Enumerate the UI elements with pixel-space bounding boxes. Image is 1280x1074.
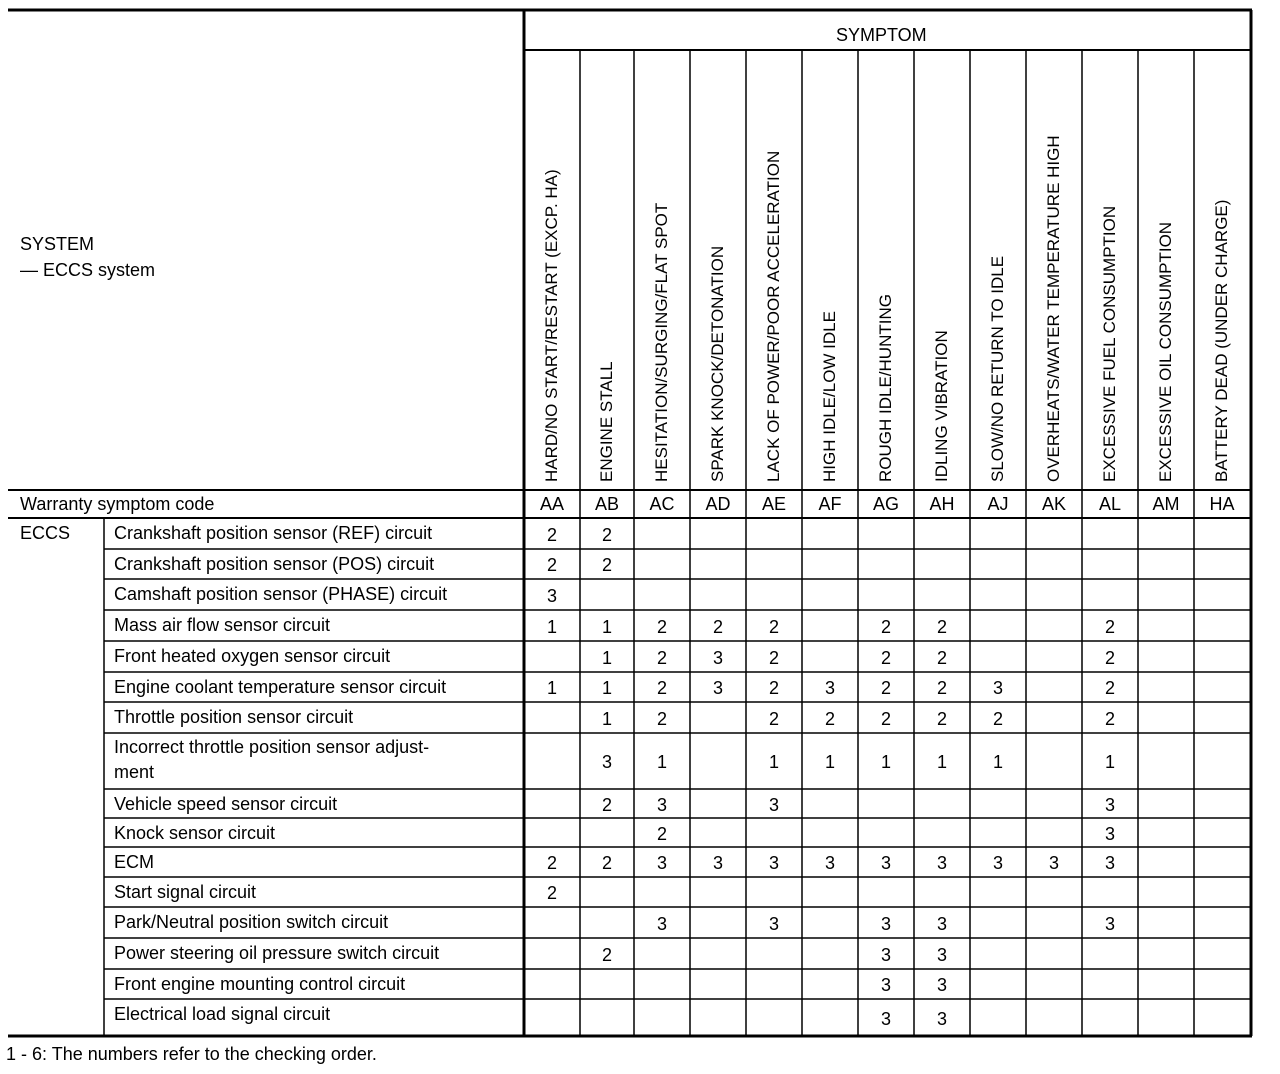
check-order-value: 3	[880, 975, 891, 995]
symptom-heading-6: HIGH IDLE/LOW IDLE	[820, 311, 839, 482]
check-order-value: 2	[992, 708, 1003, 729]
check-order-value: 3	[768, 794, 779, 815]
check-order-value: 2	[601, 944, 612, 965]
check-order-value: 3	[936, 913, 947, 934]
symptom-heading-10: OVERHEATS/WATER TEMPERATURE HIGH	[1044, 135, 1063, 482]
system-label: SYSTEM	[20, 234, 95, 254]
footnote: 1 - 6: The numbers refer to the checking order.	[6, 1044, 377, 1064]
check-order-value: 3	[656, 853, 667, 873]
check-order-value: 2	[712, 616, 723, 637]
symptom-heading-1: HARD/NO START/RESTART (EXCP. HA)	[542, 169, 561, 482]
check-order-value: 1	[601, 678, 612, 698]
row-label: Crankshaft position sensor (POS) circuit	[114, 554, 435, 574]
check-order-value: 2	[601, 853, 612, 873]
check-order-value: 2	[936, 708, 947, 729]
symptom-code-aa: AA	[539, 494, 564, 514]
check-order-value: 2	[768, 678, 779, 698]
check-order-value: 1	[546, 678, 557, 698]
check-order-value: 2	[656, 708, 667, 729]
check-order-value: 2	[601, 555, 612, 575]
warranty-code-label: Warranty symptom code	[20, 494, 215, 514]
check-order-value: 2	[936, 616, 947, 637]
check-order-value: 2	[656, 823, 667, 844]
symptom-heading-11: EXCESSIVE FUEL CONSUMPTION	[1100, 205, 1119, 482]
check-order-value: 3	[768, 853, 779, 873]
check-order-value: 3	[880, 853, 891, 873]
check-order-value: 2	[601, 794, 612, 815]
check-order-value: 1	[601, 616, 612, 637]
row-label: Crankshaft position sensor (REF) circuit	[114, 523, 433, 543]
check-order-value: 3	[936, 853, 947, 873]
check-order-value: 1	[1104, 752, 1115, 772]
check-order-value: 2	[936, 678, 947, 698]
symptom-code-ae: AE	[761, 494, 786, 514]
check-order-value: 2	[768, 616, 779, 637]
check-order-value: 3	[656, 794, 667, 815]
row-label: ECM	[114, 852, 154, 872]
row-label: Park/Neutral position switch circuit	[114, 912, 389, 932]
symptom-heading-7: ROUGH IDLE/HUNTING	[876, 294, 895, 482]
symptom-code-am: AM	[1152, 494, 1180, 514]
check-order-value: 2	[1104, 616, 1115, 637]
symptom-heading-5: LACK OF POWER/POOR ACCELERATION	[764, 150, 783, 482]
check-order-value: 1	[880, 752, 891, 772]
check-order-value: 2	[1104, 708, 1115, 729]
symptom-code-ak: AK	[1041, 494, 1066, 514]
check-order-value: 3	[936, 975, 947, 995]
check-order-value: 3	[1104, 913, 1115, 934]
group-label-eccs: ECCS	[20, 523, 71, 543]
symptom-heading-8: IDLING VIBRATION	[932, 330, 951, 482]
check-order-value: 3	[824, 853, 835, 873]
check-order-value: 2	[656, 616, 667, 637]
symptom-code-ac: AC	[649, 494, 675, 514]
symptom-code-af: AF	[818, 494, 842, 514]
check-order-value: 2	[824, 708, 835, 729]
symptom-heading-12: EXCESSIVE OIL CONSUMPTION	[1156, 221, 1175, 482]
check-order-value: 2	[546, 524, 557, 545]
check-order-value: 3	[768, 913, 779, 934]
check-order-value: 3	[936, 1008, 947, 1029]
row-label: Vehicle speed sensor circuit	[114, 794, 338, 814]
check-order-value: 2	[601, 524, 612, 545]
check-order-value: 2	[768, 647, 779, 668]
check-order-value: 2	[546, 555, 557, 575]
symptom-heading-4: SPARK KNOCK/DETONATION	[708, 245, 727, 482]
check-order-value: 2	[1104, 647, 1115, 668]
symptom-code-ad: AD	[705, 494, 731, 514]
check-order-value: 3	[992, 678, 1003, 698]
check-order-value: 1	[992, 752, 1003, 772]
row-label: Throttle position sensor circuit	[114, 707, 354, 727]
system-title	[20, 231, 155, 283]
check-order-value: 2	[656, 678, 667, 698]
check-order-value: 3	[880, 944, 891, 965]
symptom-heading-9: SLOW/NO RETURN TO IDLE	[988, 255, 1007, 482]
check-order-value: 3	[1104, 823, 1115, 844]
check-order-value: 1	[601, 708, 612, 729]
row-label: Start signal circuit	[114, 882, 257, 902]
symptom-header: SYMPTOM	[836, 25, 927, 45]
symptom-heading-13: BATTERY DEAD (UNDER CHARGE)	[1212, 199, 1231, 482]
check-order-value: 2	[768, 708, 779, 729]
check-order-value: 3	[712, 647, 723, 668]
check-order-value: 2	[880, 616, 891, 637]
check-order-value: 2	[880, 678, 891, 698]
check-order-value: 2	[936, 647, 947, 668]
symptom-heading-2: ENGINE STALL	[597, 361, 616, 482]
check-order-value: 2	[1104, 678, 1115, 698]
check-order-value: 1	[546, 616, 557, 637]
check-order-value: 2	[880, 708, 891, 729]
symptom-code-ah: AH	[929, 494, 955, 514]
check-order-value: 1	[601, 647, 612, 668]
row-label-continuation: ment	[114, 762, 155, 782]
check-order-value: 2	[546, 853, 557, 873]
check-order-value: 3	[824, 678, 835, 698]
check-order-value: 3	[992, 853, 1003, 873]
row-label: Knock sensor circuit	[114, 823, 276, 843]
row-label: Mass air flow sensor circuit	[114, 615, 331, 635]
check-order-value: 3	[936, 944, 947, 965]
system-sublabel: — ECCS system	[20, 260, 156, 280]
row-label: Front engine mounting control circuit	[114, 974, 406, 994]
check-order-value: 3	[1104, 794, 1115, 815]
check-order-value: 3	[546, 585, 557, 606]
check-order-value: 3	[880, 913, 891, 934]
symptom-heading-3: HESITATION/SURGING/FLAT SPOT	[652, 202, 671, 482]
check-order-value: 3	[880, 1008, 891, 1029]
symptom-code-aj: AJ	[987, 494, 1009, 514]
check-order-value: 1	[824, 752, 835, 772]
row-label: Power steering oil pressure switch circuit	[114, 943, 440, 963]
check-order-value: 2	[546, 883, 557, 903]
check-order-value: 3	[712, 853, 723, 873]
check-order-value: 1	[936, 752, 947, 772]
row-label: Electrical load signal circuit	[114, 1004, 331, 1024]
row-label: Front heated oxygen sensor circuit	[114, 646, 391, 666]
check-order-value: 3	[601, 752, 612, 772]
symptom-code-ag: AG	[872, 494, 899, 514]
row-label: Camshaft position sensor (PHASE) circuit	[114, 584, 448, 604]
check-order-value: 3	[1048, 853, 1059, 873]
check-order-value: 3	[712, 678, 723, 698]
check-order-value: 2	[656, 647, 667, 668]
check-order-value: 3	[656, 913, 667, 934]
check-order-value: 2	[880, 647, 891, 668]
row-label: Incorrect throttle position sensor adjust-	[114, 737, 430, 757]
symptom-code-al: AL	[1098, 494, 1122, 514]
check-order-value: 3	[1104, 853, 1115, 873]
row-label: Engine coolant temperature sensor circuit	[114, 677, 447, 697]
check-order-value: 1	[656, 752, 667, 772]
symptom-code-ha: HA	[1209, 494, 1235, 514]
symptom-code-ab: AB	[594, 494, 619, 514]
check-order-value: 1	[768, 752, 779, 772]
